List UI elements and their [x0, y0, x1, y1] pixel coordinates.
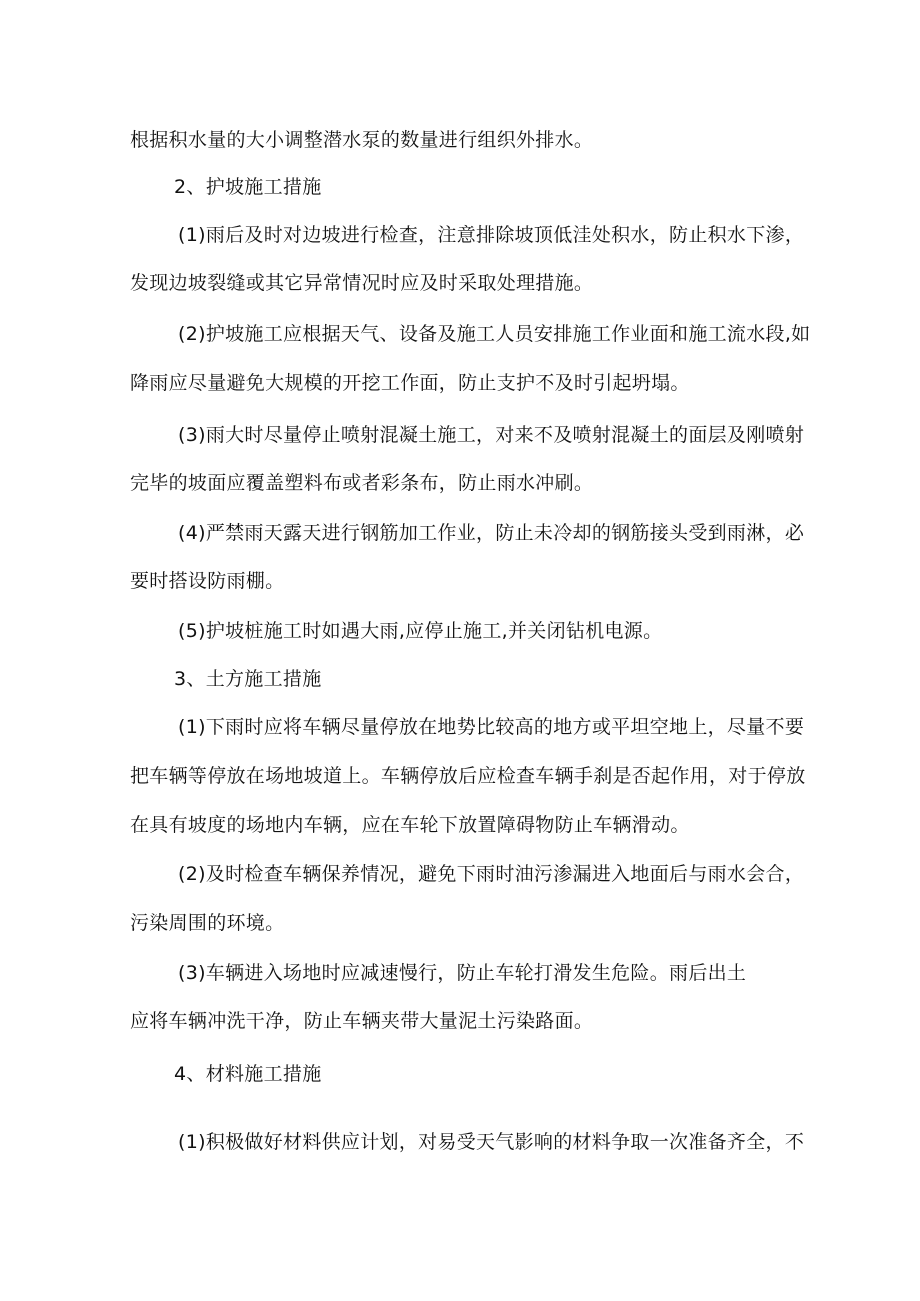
- paragraph-line: 降雨应尽量避免大规模的开挖工作面，防止支护不及时引起坍塌。: [130, 372, 690, 394]
- paragraph-line: 完毕的坡面应覆盖塑料布或者彩条布，防止雨水冲刷。: [130, 472, 594, 494]
- paragraph-line: 要时搭设防雨棚。: [130, 570, 285, 592]
- paragraph-line: (1)雨后及时对边坡进行检查，注意排除坡顶低洼处积水，防止积水下渗，: [178, 224, 805, 246]
- paragraph-line: (2)护坡施工应根据天气、设备及施工人员安排施工作业面和施工流水段,如: [178, 323, 811, 345]
- paragraph-line: (1)下雨时应将车辆尽量停放在地势比较高的地方或平坦空地上，尽量不要: [178, 716, 805, 738]
- paragraph-line: (5)护坡桩施工时如遇大雨,应停止施工,并关闭钻机电源。: [178, 620, 663, 642]
- section-heading: 3、土方施工措施: [174, 668, 322, 690]
- paragraph-line: (2)及时检查车辆保养情况，避免下雨时油污渗漏进入地面后与雨水会合，: [178, 863, 805, 885]
- paragraph-line: (4)严禁雨天露天进行钢筋加工作业，防止未冷却的钢筋接头受到雨淋，必: [178, 522, 805, 544]
- paragraph-line: (1)积极做好材料供应计划，对易受天气影响的材料争取一次准备齐全，不: [178, 1131, 805, 1153]
- section-heading: 2、护坡施工措施: [174, 176, 322, 198]
- paragraph-line: 应将车辆冲洗干净，防止车辆夹带大量泥土污染路面。: [130, 1010, 594, 1032]
- paragraph-line: 把车辆等停放在场地坡道上。车辆停放后应检查车辆手刹是否起作用，对于停放: [130, 765, 806, 787]
- section-heading: 4、材料施工措施: [174, 1063, 322, 1085]
- paragraph-line: 在具有坡度的场地内车辆，应在车轮下放置障碍物防止车辆滑动。: [130, 814, 690, 836]
- paragraph-line: 发现边坡裂缝或其它异常情况时应及时采取处理措施。: [130, 272, 594, 294]
- paragraph-line: 根据积水量的大小调整潜水泵的数量进行组织外排水。: [130, 129, 594, 151]
- paragraph-line: 污染周围的环境。: [130, 912, 285, 934]
- paragraph-line: (3)车辆进入场地时应减速慢行，防止车轮打滑发生危险。雨后出土: [178, 962, 747, 984]
- paragraph-line: (3)雨大时尽量停止喷射混凝土施工，对来不及喷射混凝土的面层及刚喷射: [178, 424, 805, 446]
